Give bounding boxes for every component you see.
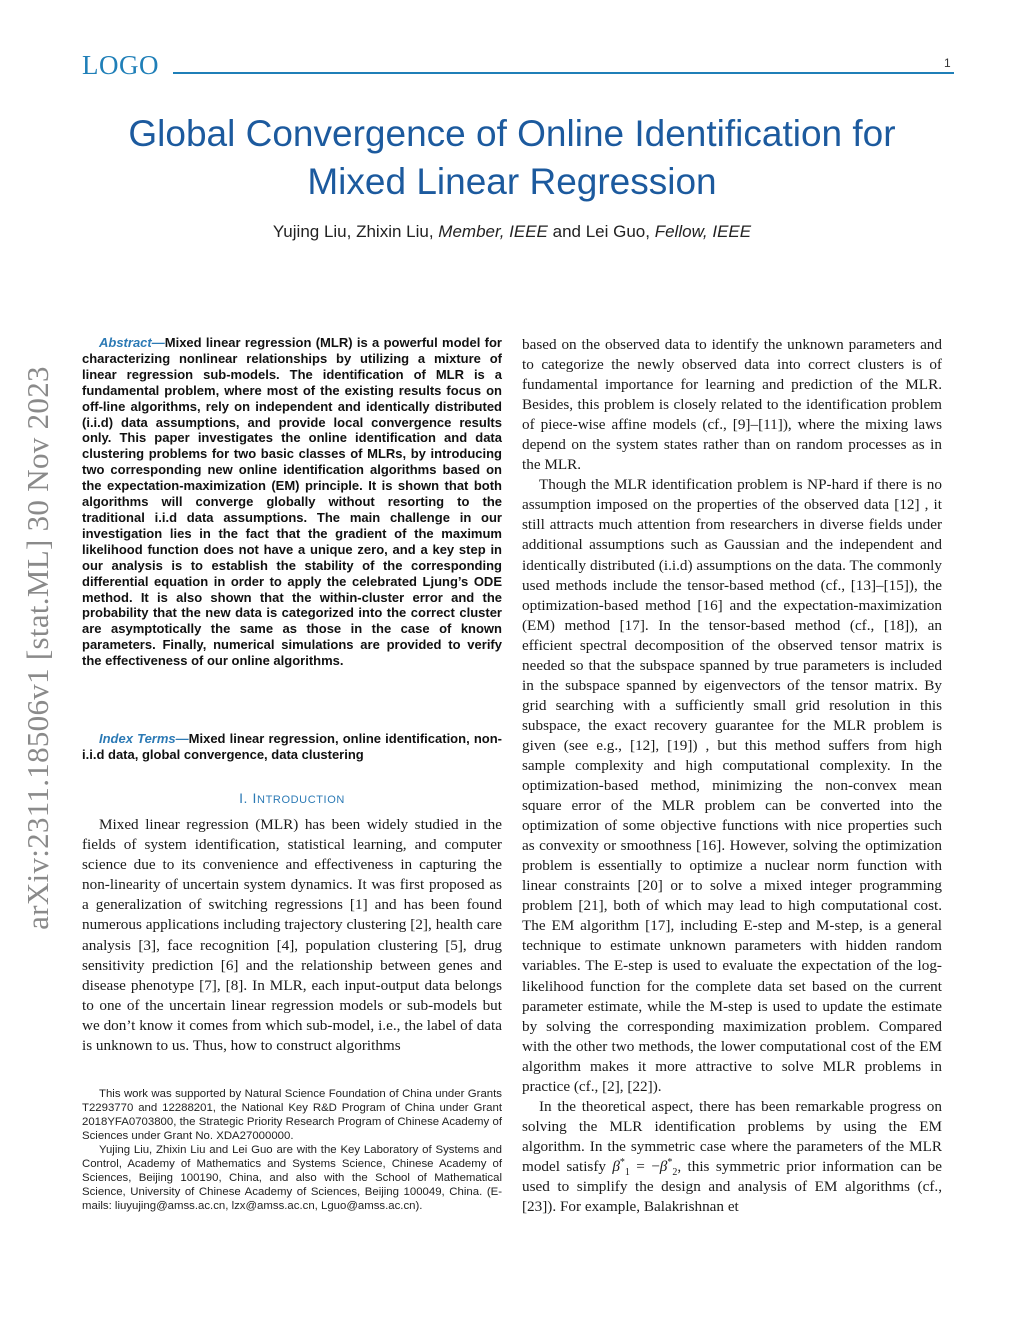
math-sub-1: 1: [624, 1166, 630, 1178]
intro-paragraph-left: Mixed linear regression (MLR) has been widely studied in the fields of system identification, statistical learning, and computer science due to its convenience and effectiveness in capturing the non-linearity of uncertain system dynamics. It was first proposed as a generalization of switching regressions [1] and has been found numerous applications including trajectory clustering [2], health care analysis [3], face recognition [4], population clustering [5], drug sensitivity prediction [6] and the relationship between genes and disease phenotype [7], [8]. In MLR, each input-output data belongs to one of the uncertain linear regression models or sub-models but we don’t know it comes from which sub-model, i.e., the label of data is unknown to us. Thus, how to construct algorithms: [82, 816, 502, 1055]
footnote-funding: This work was supported by Natural Science Foundation of China under Grants T2293770 and 12288201, the National Key R&D Program of China under Grant 2018YFA0703800, the Strategic Priority Research Program of Chinese Academy of Sciences under Grant No. XDA27000000.: [82, 1088, 502, 1142]
paper-title: [60, 110, 964, 206]
math-star-2: *: [667, 1156, 673, 1168]
authors-title-2: Fellow, IEEE: [654, 222, 752, 241]
section-number: I.: [239, 790, 249, 806]
right-paragraph-2: Though the MLR identification problem is NP-hard if there is no assumption imposed on the properties of the observed data [12] , it still attracts much attention from researchers in diverse fields under additional assumptions such as Gaussian and the independent and identically distributed (i.i.d) assumptions on the data. The commonly used methods include the tensor-based method (cf., [13]–[15]), the optimization-based method [16] and the expectation-maximization (EM) method [17]. In the tensor-based method (cf., [18]), an efficient spectral decomposition of the observed tensor matrix is needed so that the subspace spanned by true parameters is included in the subspace spanned by eigenvectors of the tensor matrix. By grid searching with a sufficiently small grid resolution in this subspace, the exact recovery guarantee for the MLR problem is given (see e.g., [12], [19]) , but this method suffers from high sample complexity and high computational complexity. In the optimization-based method, minimizing the non-convex mean square error of the MLR problem can be converted into the optimization of some objective functions with nice properties such as convexity or smoothness [16]. However, solving the optimization problem is essentially to optimize a nuclear norm function with linear constraints [20] or to solve a mixed integer programming problem [21], both of which may lead to high computational cost. The EM algorithm [17], including E-step and M-step, is a general technique to estimate unknown parameters with hidden random variables. The E-step is used to evaluate the expectation of the log-likelihood function for the complete data set based on the current parameter estimate, while the M-step is used to update the estimate by solving the corresponding maximization problem. Compared with the other two methods, the lower computational cost of the EM algorithm makes it more attractive to solve MLR problems in practice (cf., [2], [22]).: [522, 476, 942, 1095]
right-paragraph-3-text-b: , this symmetric prior information can be used to simplify the design and analysis of EM algorithms (cf., [23]). For example, Balakrishnan et: [522, 1157, 942, 1216]
paper-title-line1: Global Convergence of Online Identification for: [128, 113, 896, 154]
authors-names-1: Yujing Liu, Zhixin Liu,: [272, 222, 439, 241]
footnote: [82, 1087, 502, 1213]
section-heading: [82, 790, 502, 806]
index-terms: [82, 731, 502, 763]
abstract-text: Mixed linear regression (MLR) is a powerful model for characterizing nonlinear relationships by utilizing a mixture of linear regression sub-models. The identification of MLR is a fundamental problem, where most of the existing results focus on off-line algorithms, rely on independent and identically distributed (i.i.d) data assumptions, and provide local convergence results only. This paper investigates the online identification and data clustering problems for two basic classes of MLRs, by introducing two corresponding new online identification algorithms based on the expectation-maximization (EM) principle. It is shown that both algorithms will converge globally without resorting to the traditional i.i.d data assumptions. The main challenge in our investigation lies in the fact that the gradient of the maximum likelihood function does not have a unique zero, and a key step in our analysis is to establish the stability of the corresponding differential equation in order to apply the celebrated Ljung’s ODE method. It is also shown that the within-cluster error and the probability that the new data is categorized into the correct cluster are asymptotically the same as those in the case of known parameters. Finally, numerical simulations are provided to verify the effectiveness of our online algorithms.: [82, 335, 502, 669]
section-title-rest: NTRODUCTION: [257, 794, 345, 806]
paper-title-line2: Mixed Linear Regression: [307, 161, 717, 202]
right-column: [522, 335, 942, 1217]
right-paragraph-1: based on the observed data to identify the unknown parameters and to categorize the newly observed data into correct clusters is of fundamental importance for learning and prediction of the MLR. Besides, this problem is closely related to the identification problem of piece-wise affine models (cf., [9]–[11]), where the mixing laws depend on the system states rather than on random processes as in the MLR.: [522, 336, 942, 474]
footnote-affiliations: Yujing Liu, Zhixin Liu and Lei Guo are with the Key Laboratory of Systems and Control, Academy of Mathematics and Systems Science, Chinese Academy of Sciences, Beijing 100190, China, and also with the School of Mathematical Science, University of Chinese Academy of Sciences, Beijing 100049, China. (E-mails: liuyujing@amss.ac.cn, lzx@amss.ac.cn, Lguo@amss.ac.cn).: [82, 1144, 502, 1212]
header-rule: [173, 72, 954, 74]
logo: LOGO: [82, 50, 159, 80]
authors-title-1: Member, IEEE: [438, 222, 548, 241]
page-number: 1: [944, 56, 951, 70]
index-terms-text: Mixed linear regression, online identification, non-i.i.d data, global convergence, data clustering: [82, 731, 502, 762]
math-beta-2: β: [659, 1157, 668, 1175]
authors-names-2: and Lei Guo,: [547, 222, 655, 241]
paper-authors: [60, 222, 964, 242]
right-paragraph-3-text-a: In the theoretical aspect, there has been remarkable progress on solving the MLR identification problems by using the EM algorithm. In the symmetric case where the parameters of the MLR model satisfy: [522, 1097, 942, 1175]
math-star-1: *: [619, 1156, 625, 1168]
right-paragraph-3: [522, 1097, 942, 1217]
index-terms-label: Index Terms—: [99, 731, 189, 746]
math-beta-1: β: [612, 1157, 620, 1175]
abstract-label: Abstract—: [99, 335, 165, 350]
math-sub-2: 2: [672, 1166, 678, 1178]
arxiv-stamp-text: arXiv:2311.18506v1 [stat.ML] 30 Nov 2023: [20, 366, 55, 930]
abstract: [82, 335, 502, 669]
section-title-initial: I: [252, 790, 258, 806]
math-equals: = −: [629, 1157, 660, 1175]
